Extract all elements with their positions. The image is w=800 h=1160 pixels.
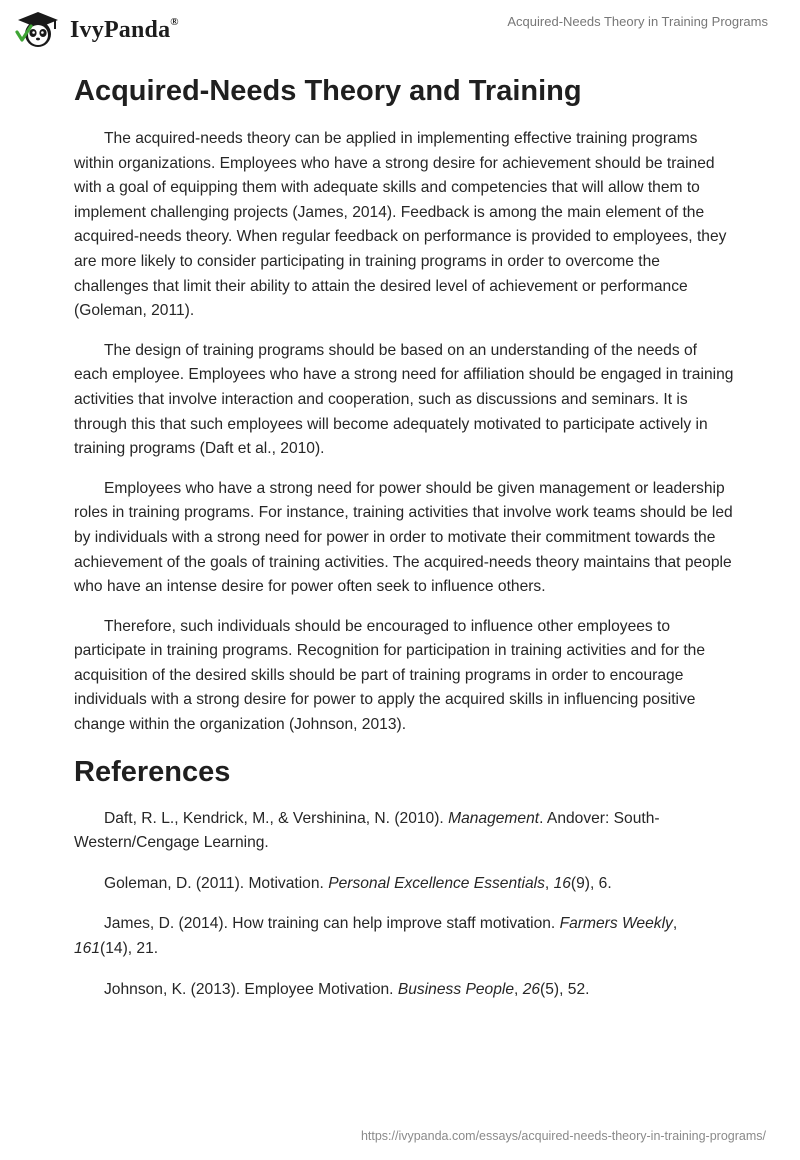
paragraph: The acquired-needs theory can be applied in implementing effective training programs within organizations. Employees who have a strong desire for achievement should be trained with a goal of equipping them with adequate skills and competencies that will allow them to implement challenging projects (James, 2014). Feedback is among the main element of the acquired-needs theory. When regular feedback on performance is provided to employees, they are more likely to consider participating in training programs in order to overcome the challenges that limit their ability to attain the desired level of achievement or performance (Goleman, 2011).	[74, 130, 727, 320]
source-url[interactable]: https://ivypanda.com/essays/acquired-needs-theory-in-training-programs/	[360, 1129, 766, 1143]
reference-item: Goleman, D. (2011). Motivation. Personal Excellence Essentials, 16(9), 6.	[104, 874, 612, 892]
reference-item: Johnson, K. (2013). Employee Motivation. Business People, 26(5), 52.	[104, 980, 590, 998]
paragraph: Therefore, such individuals should be encouraged to influence other employees to participate in training programs. Recognition for participation in training activities and for the acquisition of the desired skills should be part of training programs in order to encourage individuals with a strong desire for power to apply the acquired skills in influencing positive change within the organization (Johnson, 2013).	[74, 617, 706, 734]
logo-text: IvyPanda®	[70, 15, 179, 43]
ivypanda-logo[interactable]	[14, 10, 179, 50]
reference-item: James, D. (2014). How training can help improve staff motivation. Farmers Weekly, 161(14), 21.	[74, 915, 678, 958]
panda-graduate-icon	[14, 10, 62, 50]
references-heading: References	[74, 755, 231, 788]
article-content	[74, 72, 734, 1018]
paragraph: The design of training programs should be based on an understanding of the needs of each employee. Employees who have a strong need for affiliation should be engaged in training activities that involve interaction and cooperation, such as discussions and seminars. It is through this that such employees will become adequately motivated to participate actively in training programs (Daft et al., 2010).	[74, 341, 734, 458]
reference-item: Daft, R. L., Kendrick, M., & Vershinina, N. (2010). Management. Andover: South-Western/Cengage Learning.	[74, 809, 660, 852]
page-header	[0, 0, 800, 60]
page-title: Acquired-Needs Theory and Training	[74, 75, 582, 107]
document-title: Acquired-Needs Theory in Training Programs	[507, 14, 768, 29]
paragraph: Employees who have a strong need for power should be given management or leadership roles in training programs. For instance, training activities that involve work teams should be led by individuals with a strong need for power in order to motivate their commitment towards the achievement of the goals of training activities. The acquired-needs theory maintains that people who have an intense desire for power often seek to influence others.	[74, 479, 733, 596]
